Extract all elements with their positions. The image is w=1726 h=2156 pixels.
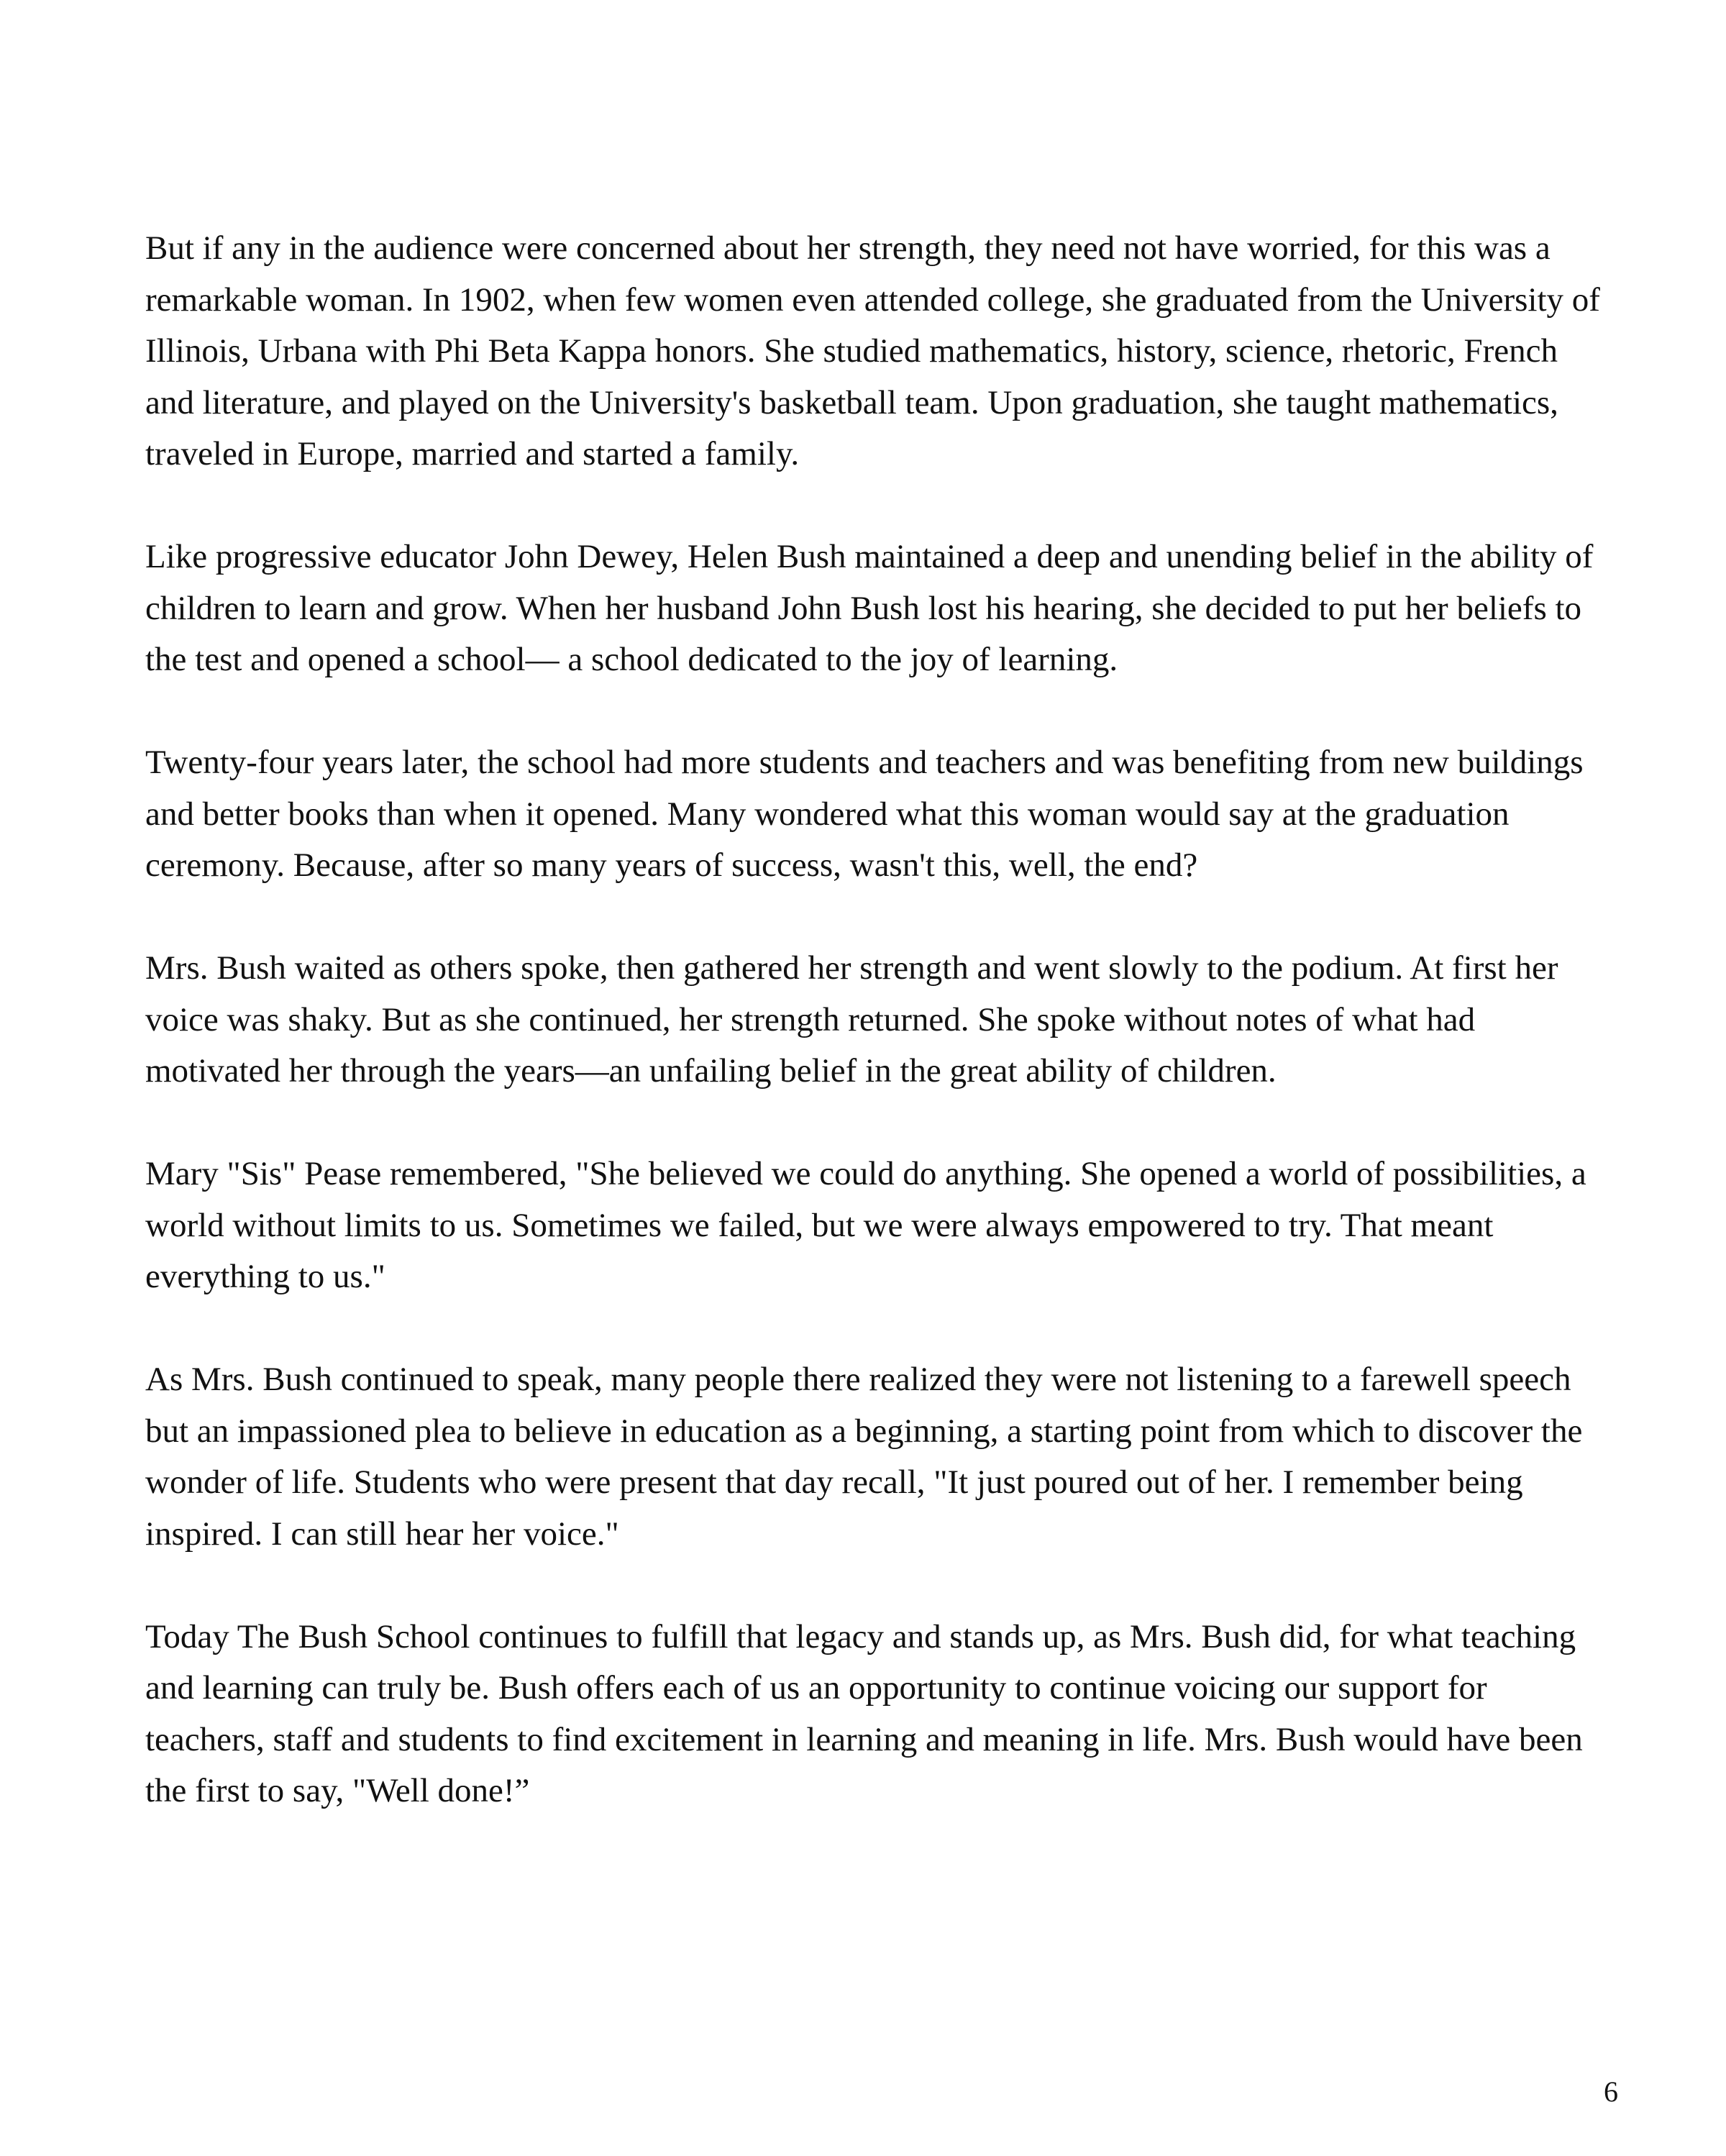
paragraph-7: Today The Bush School continues to fulfill that legacy and stands up, as Mrs. Bush did, for what teaching and learning can truly be. Bush offers each of us an opportunity to continue voicing our support for teachers, staff and students to find excitement in learning and meaning in life. Mrs. Bush would have been the first to say, "Well done!” <box>145 1617 1583 1809</box>
paragraph-2: Like progressive educator John Dewey, Helen Bush maintained a deep and unending belief in the ability of children to learn and grow. When her husband John Bush lost his hearing, she decided to put her beliefs to the test and opened a school— a school dedicated to the joy of learning. <box>145 538 1594 678</box>
paragraph-5: Mary "Sis" Pease remembered, "She believed we could do anything. She opened a world of possibilities, a world without limits to us. Sometimes we failed, but we were always empowered to try. That meant everything to us." <box>145 1155 1586 1295</box>
page-number: 6 <box>1604 2075 1618 2108</box>
paragraph-1: But if any in the audience were concerned about her strength, they need not have worried, for this was a remarkable woman. In 1902, when few women even attended college, she graduated from the University of Illinois, Urbana with Phi Beta Kappa honors. She studied mathematics, history, science, rhetoric, French and literature, and played on the University's basketball team. Upon graduation, she taught mathematics, traveled in Europe, married and started a family. <box>145 229 1600 472</box>
paragraph-3: Twenty-four years later, the school had more students and teachers and was benefiting from new buildings and better books than when it opened. Many wondered what this woman would say at the graduation ceremony. Because, after so many years of success, wasn't this, well, the end? <box>145 744 1584 884</box>
body-text <box>145 223 1605 1868</box>
paragraph-4: Mrs. Bush waited as others spoke, then gathered her strength and went slowly to the podium. At first her voice was shaky. But as she continued, her strength returned. She spoke without notes of what had motivated her through the years—an unfailing belief in the great ability of children. <box>145 949 1558 1090</box>
paragraph-6: As Mrs. Bush continued to speak, many people there realized they were not listening to a farewell speech but an impassioned plea to believe in education as a beginning, a starting point from which to discover the wonder of life. Students who were present that day recall, "It just poured out of her. I remember being inspired. I can still hear her voice." <box>145 1361 1583 1553</box>
